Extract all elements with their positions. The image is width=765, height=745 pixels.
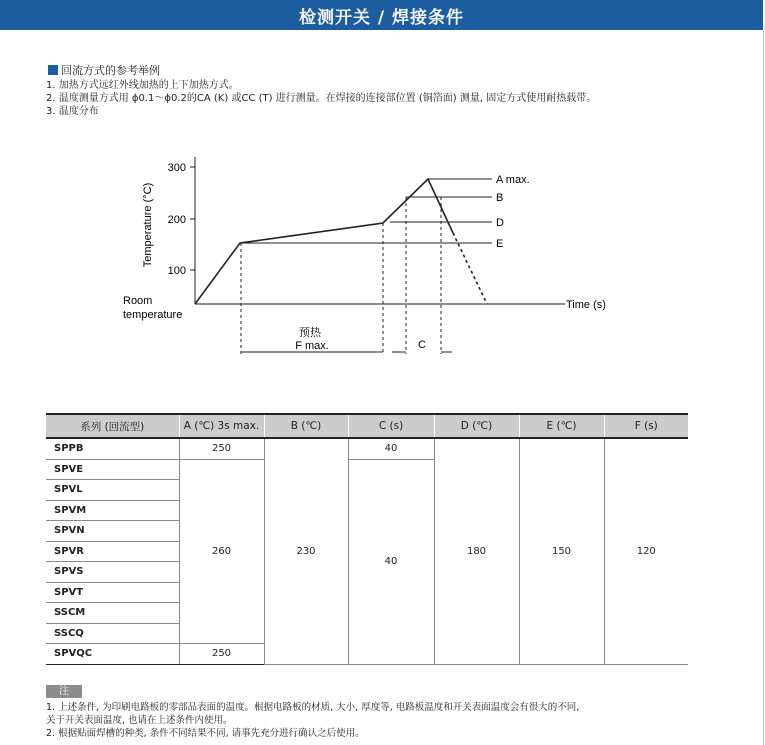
a-value-cell: 260 xyxy=(179,459,264,644)
header-d: D (℃) xyxy=(434,414,519,438)
header-a: A (℃) 3s max. xyxy=(179,414,264,438)
reflow-condition-table xyxy=(46,413,688,665)
page-title: 检测开关 / 焊接条件 xyxy=(298,7,465,28)
temperature-profile-curve xyxy=(195,179,453,304)
series-cell: SPVM xyxy=(46,500,179,521)
c-label: C xyxy=(418,339,426,351)
header-c: C (s) xyxy=(348,414,434,438)
table-row xyxy=(46,438,688,459)
y-tick-label-300: 300 xyxy=(167,162,186,174)
header-f: F (s) xyxy=(604,414,688,438)
origin-label-line1: Room xyxy=(123,295,153,307)
series-cell: SPVN xyxy=(46,521,179,542)
e-label: E xyxy=(496,238,504,250)
series-cell: SPVT xyxy=(46,582,179,603)
d-value-cell: 180 xyxy=(434,438,519,664)
step-3: 3. 温度分布 xyxy=(46,106,99,117)
d-label: D xyxy=(496,217,504,229)
step-1: 1. 加热方式远红外线加热的上下加热方式。 xyxy=(46,80,239,91)
table-header-row xyxy=(46,414,688,438)
a-max-label: A max. xyxy=(496,174,530,186)
f-max-label: F max. xyxy=(295,340,329,352)
c-value-cell: 40 xyxy=(348,459,434,664)
series-cell: SPPB xyxy=(46,438,179,459)
step-2: 2. 温度测量方式用 ϕ0.1～ϕ0.2的CA (K) 或CC (T) 进行测量。在焊接的连接部位置 (铜箔面) 测量, 固定方式使用耐热载带。 xyxy=(46,93,597,104)
header-e: E (℃) xyxy=(519,414,604,438)
note-line-1: 1. 上述条件, 为印刷电路板的零部品表面的温度。根据电路板的材质, 大小, 厚度等, 电路板温度和开关表面温度会有很大的不同, xyxy=(46,702,580,713)
a-value-cell: 250 xyxy=(179,438,264,459)
a-value-cell: 250 xyxy=(179,644,264,665)
header-series: 系列 (回流型) xyxy=(46,414,179,438)
preheat-label: 预热 xyxy=(299,327,321,339)
c-value-cell: 40 xyxy=(348,438,434,459)
series-cell: SSCQ xyxy=(46,623,179,644)
section-title-text: 回流方式的参考举例 xyxy=(61,64,160,77)
series-cell: SPVS xyxy=(46,562,179,583)
y-tick-label-200: 200 xyxy=(167,214,186,226)
x-axis-label: Time (s) xyxy=(566,299,606,311)
note-line-3: 2. 根据贴面焊槽的种类, 条件不同结果不同, 请事先充分进行确认之后使用。 xyxy=(46,728,365,739)
header-b: B (℃) xyxy=(264,414,348,438)
e-value-cell: 150 xyxy=(519,438,604,664)
notes xyxy=(46,701,579,740)
origin-label-line2: temperature xyxy=(123,309,183,321)
b-value-cell: 230 xyxy=(264,438,348,664)
series-cell: SPVQC xyxy=(46,644,179,665)
y-axis-label: Temperature (°C) xyxy=(142,182,154,268)
series-cell: SSCM xyxy=(46,603,179,624)
series-cell: SPVR xyxy=(46,541,179,562)
note-line-2: 关于开关表面温度, 也请在上述条件内使用。 xyxy=(46,715,233,726)
cooling-curve-dashed xyxy=(453,233,487,304)
series-cell: SPVE xyxy=(46,459,179,480)
y-tick-label-100: 100 xyxy=(167,265,186,277)
series-cell: SPVL xyxy=(46,480,179,501)
b-label: B xyxy=(496,192,504,204)
f-value-cell: 120 xyxy=(604,438,688,664)
note-label: 注 xyxy=(46,685,82,698)
